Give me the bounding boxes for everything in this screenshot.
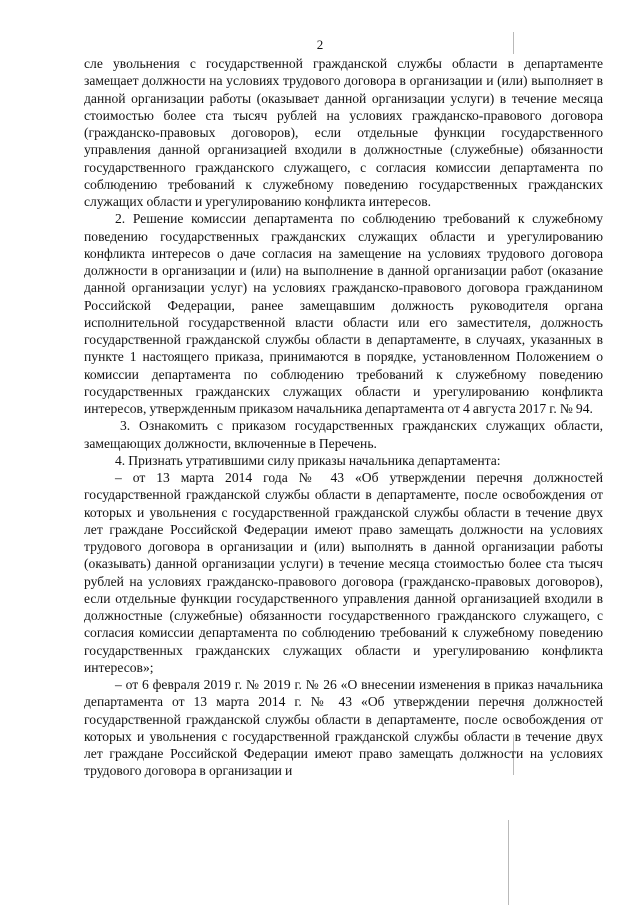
paragraph-item-4: 4. Признать утратившими силу приказы начальника департамента: [115, 452, 501, 468]
scan-artifact-line [508, 820, 509, 905]
list-item-repealed-order-2: – от 6 февраля 2019 г. № 2019 г. № 26 «О внесении изменения в приказ начальника департамента от 13 марта 2014 г. № 43 «Об утверждении перечня должностей государственной гражданской службы области в департаменте, после освобождения от которых и увольнения с государственной гражданской службы области в течение двух лет граждане Российской Федерации имеют право замещать должности на условиях трудового договора в организации и [84, 677, 603, 779]
page-number: 2 [316, 37, 324, 52]
paragraph-item-3: 3. Ознакомить с приказом государственных гражданских служащих области, замещающих должности, включенные в Перечень. [84, 418, 603, 451]
paragraph-item-2: 2. Решение комиссии департамента по соблюдению требований к служебному поведению государственных гражданских служащих области и урегулированию конфликта интересов о даче согласия на замещение на условиях трудового договора должности в организации и (или) на выполнение в данной организации работ (оказание данной организации услуг) на условиях гражданско-правового договора гражданином Российской Федерации, ранее замещавшим должность руководителя органа исполнительной государственной власти области или его заместителя, должность государственной гражданской службы области в департаменте, в случаях, указанных в пункте 1 настоящего приказа, принимаются в порядке, установленном Положением о комиссии департамента по соблюдению требований к служебному поведению государственных гражданских служащих области и урегулированию конфликта интересов, утвержденным приказом начальника департамента от 4 августа 2017 г. № 94. [84, 211, 603, 416]
paragraph-continuation: сле увольнения с государственной гражданской службы области в департаменте замещает должности на условиях трудового договора в организации и (или) выполняет в данной организации работы (оказывает данной организации услуги) в течение месяца стоимостью более ста тысяч рублей на условиях гражданско-правового договора (гражданско-правовых договоров), если отдельные функции государственного управления данной организацией входили в должностные (служебные) обязанности государственного гражданского служащего, с согласия комиссии департамента по соблюдению требований к служебному поведению государственных гражданских служащих области и урегулированию конфликта интересов. [84, 56, 603, 209]
document-body [84, 55, 603, 780]
list-item-repealed-order-1: – от 13 марта 2014 года № 43 «Об утверждении перечня должностей государственной гражданской службы области в департаменте, после освобождения от которых и увольнения с государственной гражданской службы области в течение двух лет граждане Российской Федерации имеют право замещать должности на условиях трудового договора в организации и (или) выполнять в данной организации работы (оказывать) данной организации услуги) в течение месяца стоимостью более ста тысяч рублей на условиях гражданско-правового договора (гражданско-правовых договоров), если отдельные функции государственного управления данной организацией входили в должностные (служебные) обязанности государственного гражданского служащего, с согласия комиссии департамента по соблюдению требований к служебному поведению государственных гражданских служащих области и урегулированию конфликта интересов»; [84, 470, 603, 675]
scan-artifact-line [513, 32, 514, 54]
